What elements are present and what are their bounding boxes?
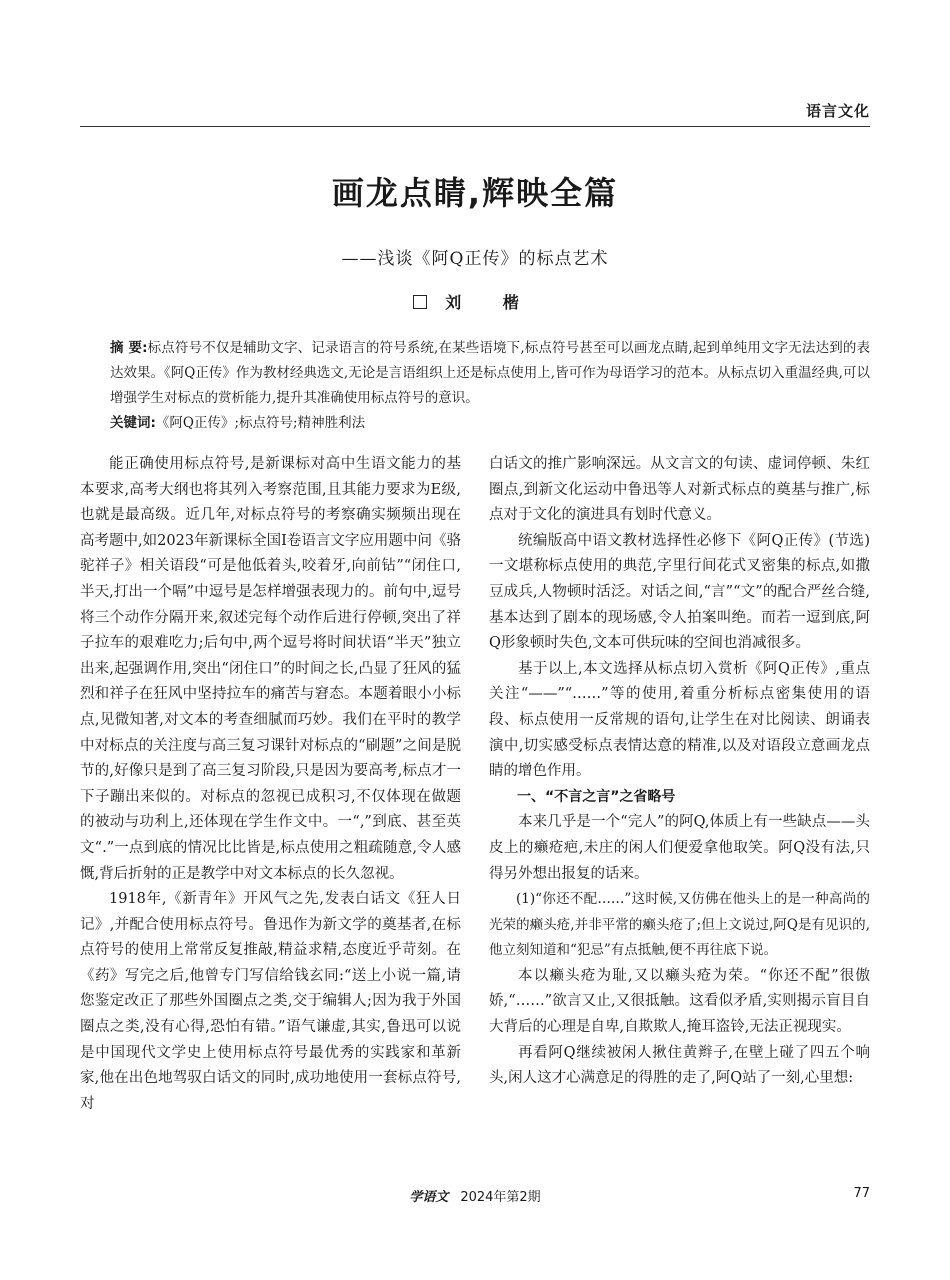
footer-issue-line bbox=[0, 1186, 950, 1205]
abstract-block bbox=[80, 336, 870, 436]
body-paragraph: 本以癞头疮为耻,又以癞头疮为荣。“你还不配”很傲娇,“……”欲言又止,又很抵触。这看似矛盾,实则揭示盲目自大背后的心理是自卑,自欺欺人,掩耳盗铃,无法正视现实。 bbox=[489, 967, 870, 1036]
section-heading: 一、“不言之言”之省略号 bbox=[517, 788, 676, 805]
quoted-excerpt: (1)“你还不配……”这时候,又仿佛在他头上的是一种高尚的光荣的癞头疮,并非平常的癞头疮了;但上文说过,阿Q是有见识的,他立刻知道和“犯忌”有点抵触,便不再往底下说。 bbox=[489, 891, 870, 959]
abstract-label: 摘 要: bbox=[110, 340, 148, 356]
page-number: 77 bbox=[853, 1186, 870, 1201]
article-title: 画龙点睛,辉映全篇 bbox=[331, 174, 619, 212]
keywords-paragraph bbox=[80, 411, 870, 436]
body-paragraph: 统编版高中语文教材选择性必修下《阿Q正传》(节选)一文堪称标点使用的典范,字里行间花式叉密集的标点,如撒豆成兵,人物顿时活泛。对话之间,“言”“文”的配合严丝合缝,基本达到了剧本的现场感,令人拍案叫绝。而若一逗到底,阿Q形象顿时失色,文本可供玩味的空间也消减很多。 bbox=[489, 532, 870, 652]
author-name: 刘 楷 bbox=[445, 293, 537, 312]
header-section-label: 语言文化 bbox=[805, 102, 870, 120]
article-subtitle: ——浅谈《阿Q正传》的标点艺术 bbox=[341, 249, 609, 269]
keywords-label: 关键词: bbox=[110, 415, 156, 431]
author-box-icon bbox=[413, 295, 427, 309]
body-paragraph: 再看阿Q继续被闲人揪住黄辫子,在壁上碰了四五个响头,闲人这才心满意足的得胜的走了,阿Q站了一刻,心里想: bbox=[489, 1044, 870, 1087]
body-paragraph: 能正确使用标点符号,是新课标对高中生语文能力的基本要求,高考大纲也将其列入考察范围,且其能力要求为E级,也就是最高级。近几年,对标点符号的考察确实频频出现在高考题中,如2023年新课标全国Ⅰ卷语言文字应用题中问《骆驼祥子》相关语段“可是他低着头,咬着牙,向前钻”“闭住口,半天,打出一个嗝”中逗号是怎样增强表现力的。前句中,逗号将三个动作分隔开来,叙述完每个动作后进行停顿,突出了祥子拉车的艰难吃力;后句中,两个逗号将时间状语“半天”独立出来,起强调作用,突出“闭住口”的时间之长,凸显了狂风的猛烈和祥子在狂风中坚持拉车的痛苦与窘态。本题着眼小小标点,见微知著,对文本的考查细腻而巧妙。我们在平时的教学中对标点的关注度与高三复习课针对标点的“刷题”之间是脱节的,好像只是到了高三复习阶段,只是因为要高考,标点才一下子蹦出来似的。对标点的忽视已成积习,不仅体现在做题的被动与功利上,还体现在学生作文中。一“,”到底、甚至英文“.”一点到底的情况比比皆是,标点使用之粗疏随意,令人感慨,背后折射的正是教学中对文本标点的长久忽视。 bbox=[80, 456, 461, 882]
abstract-paragraph bbox=[80, 336, 870, 411]
keywords-text: 《阿Q正传》;标点符号;精神胜利法 bbox=[155, 415, 366, 431]
body-paragraph: 1918年,《新青年》开风气之先,发表白话文《狂人日记》,并配合使用标点符号。鲁迅作为新文学的奠基者,在标点符号的使用上常常反复推敲,精益求精,态度近乎苛刻。在《药》写完之后,他曾专门写信给钱玄同:“送上小说一篇,请您鉴定改正了那些外国圈点之类,交于编辑人;因为我于外国圈点之类,没有心得,恐怕有错。”语气谦虚,其实,鲁迅可以说是中国现代文学史上使用标点符号最优秀的实践家和革新家,他在出色地驾驭白话文的同时,成功地使用一套标点符号,对 bbox=[80, 891, 461, 1112]
body-paragraph: 白话文的推广影响深远。从文言文的句读、虚词停顿、朱红圈点,到新文化运动中鲁迅等人对新式标点的奠基与推广,标点对于文化的演进具有划时代意义。 bbox=[489, 456, 870, 524]
header-rule bbox=[80, 126, 870, 127]
abstract-text: 标点符号不仅是辅助文字、记录语言的符号系统,在某些语境下,标点符号甚至可以画龙点睛,起到单纯用文字无法达到的表达效果。《阿Q正传》作为教材经典选文,无论是言语组织上还是标点使用上,皆可作为母语学习的范本。从标点切入重温经典,可以增强学生对标点的赏析能力,提升其准确使用标点符号的意识。 bbox=[110, 340, 870, 406]
footer-issue: 2024年第2期 bbox=[460, 1190, 541, 1205]
left-column bbox=[80, 452, 461, 1117]
body-paragraph: 本来几乎是一个“完人”的阿Q,体质上有一些缺点——头皮上的癞疮疤,未庄的闲人们便爱拿他取笑。阿Q没有法,只得另外想出报复的话来。 bbox=[489, 814, 870, 882]
author-line bbox=[0, 290, 950, 313]
body-paragraph: 基于以上,本文选择从标点切入赏析《阿Q正传》,重点关注“——”“……”等的使用,着重分析标点密集使用的语段、标点使用一反常规的语句,让学生在对比阅读、朗诵表演中,切实感受标点表情达意的精准,以及对语段立意画龙点睛的增色作用。 bbox=[489, 660, 870, 780]
footer-magazine-name: 学语文 bbox=[409, 1190, 449, 1205]
right-column bbox=[489, 452, 870, 1092]
